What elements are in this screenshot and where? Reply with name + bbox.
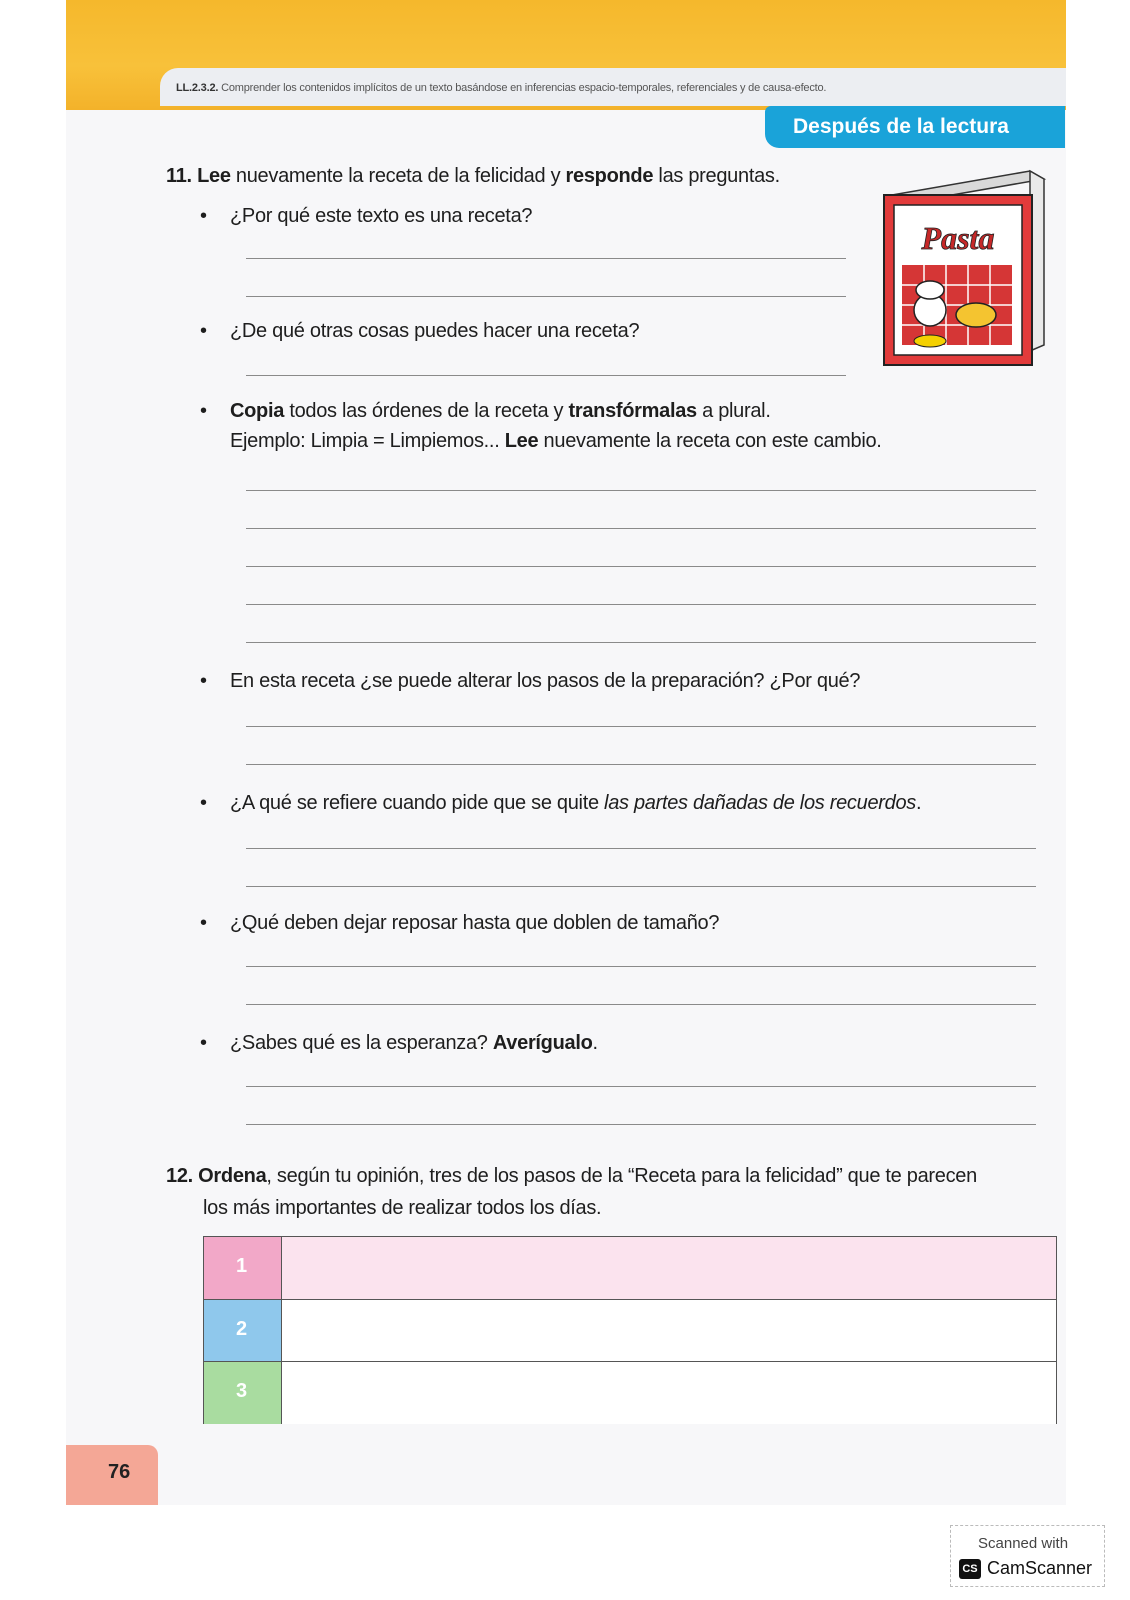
rank-number: 1 [236,1255,248,1277]
prompt-text-2: los más importantes de realizar todos los días. [203,1197,602,1219]
answer-line[interactable] [246,375,846,376]
bullet-question-5: • ¿A qué se refiere cuando pide que se quite las partes dañadas de los recuerdos. [200,792,922,814]
question-12-prompt [166,1165,977,1188]
bullet-question-3-example [230,430,882,453]
question-number: 12. [166,1165,193,1187]
answer-line[interactable] [246,258,846,259]
example-text: nuevamente la receta con este cambio. [538,430,882,452]
bullet-text: En esta receta ¿se puede alterar los pasos de la preparación? ¿Por qué? [230,670,861,692]
criterion-code: LL.2.3.2. [176,82,219,94]
ranking-row-1 [204,1237,1056,1299]
question-11-prompt [166,165,780,188]
prompt-bold: Ordena [198,1165,267,1187]
example-text: Ejemplo: Limpia = Limpiemos... [230,430,505,452]
scanner-line-1: Scanned with [978,1535,1069,1552]
rank-number: 2 [236,1318,248,1340]
pasta-book-illustration [880,165,1050,375]
bullet-text: ¿Qué deben dejar reposar hasta que doblen de tamaño? [230,912,720,934]
page-number: 76 [108,1461,131,1483]
scanner-line-2: CamScanner [987,1558,1093,1578]
bullet-italic: las partes dañadas de los recuerdos [604,792,916,814]
answer-line[interactable] [246,966,1036,967]
bullet-question-7: • ¿Sabes qué es la esperanza? Averígualo. [200,1032,598,1054]
answer-line[interactable] [246,528,1036,529]
ranking-row-3 [204,1361,1056,1424]
answer-line[interactable] [246,886,1036,887]
criterion-description: Comprender los contenidos implícitos de un texto basándose en inferencias espacio-temporales, referenciales y de causa-efecto. [221,82,827,94]
bullet-text: ¿De qué otras cosas puedes hacer una receta? [230,320,640,342]
rank-number: 3 [236,1380,248,1402]
rank-number-cell [204,1237,282,1299]
bullet-text: ¿Por qué este texto es una receta? [230,205,533,227]
example-bold: Lee [504,430,539,452]
ranking-table [203,1236,1057,1424]
rank-answer-cell[interactable] [282,1237,1056,1299]
bullet-text: . [592,1032,598,1054]
bullet-text: todos las órdenes de la receta y [284,400,569,422]
bullet-text: a plural. [696,400,771,422]
answer-line[interactable] [246,726,1036,727]
answer-line[interactable] [246,1086,1036,1087]
answer-line[interactable] [246,1004,1036,1005]
question-number: 11. [166,165,192,187]
bullet-text: ¿A qué se refiere cuando pide que se quite [230,792,605,814]
answer-line[interactable] [246,1124,1036,1125]
ranking-row-2 [204,1299,1056,1362]
bullet-text: . [915,792,922,814]
answer-line[interactable] [246,490,1036,491]
rank-number-cell [204,1300,282,1362]
prompt-text-1: , según tu opinión, tres de los pasos de la “Receta para la felicidad” que te parecen [266,1165,977,1187]
section-title: Después de la lectura [793,115,1009,138]
bullet-question-1: • ¿Por qué este texto es una receta? [200,205,533,227]
prompt-text-1: nuevamente la receta de la felicidad y [230,165,566,187]
bullet-bold: transfórmalas [568,400,697,422]
answer-line[interactable] [246,296,846,297]
prompt-bold-1: Lee [197,165,231,187]
criterion-text [176,82,826,94]
camscanner-badge [950,1525,1105,1587]
rank-number-cell [204,1362,282,1424]
rank-answer-cell[interactable] [282,1300,1056,1362]
section-banner [765,106,1065,148]
page-number-tab [66,1445,158,1505]
prompt-text-2: las preguntas. [653,165,780,187]
bullet-question-4: • En esta receta ¿se puede alterar los pasos de la preparación? ¿Por qué? [200,670,861,692]
bullet-question-3: • Copia todos las órdenes de la receta y transfórmalas a plural. [200,400,771,422]
bullet-question-6: • ¿Qué deben dejar reposar hasta que doblen de tamaño? [200,912,720,934]
bullet-text: ¿Sabes qué es la esperanza? [230,1032,493,1054]
question-12-prompt-line2 [203,1197,601,1220]
answer-line[interactable] [246,848,1036,849]
rank-answer-cell[interactable] [282,1362,1056,1424]
answer-line[interactable] [246,764,1036,765]
answer-line[interactable] [246,566,1036,567]
book-title: Pasta [921,220,995,256]
prompt-bold-2: responde [565,165,654,187]
bullet-bold: Copia [230,400,285,422]
camscanner-logo-icon: CS [959,1559,981,1579]
answer-line[interactable] [246,642,1036,643]
bullet-bold: Averígualo [492,1032,593,1054]
answer-line[interactable] [246,604,1036,605]
bullet-question-2: • ¿De qué otras cosas puedes hacer una receta? [200,320,640,342]
